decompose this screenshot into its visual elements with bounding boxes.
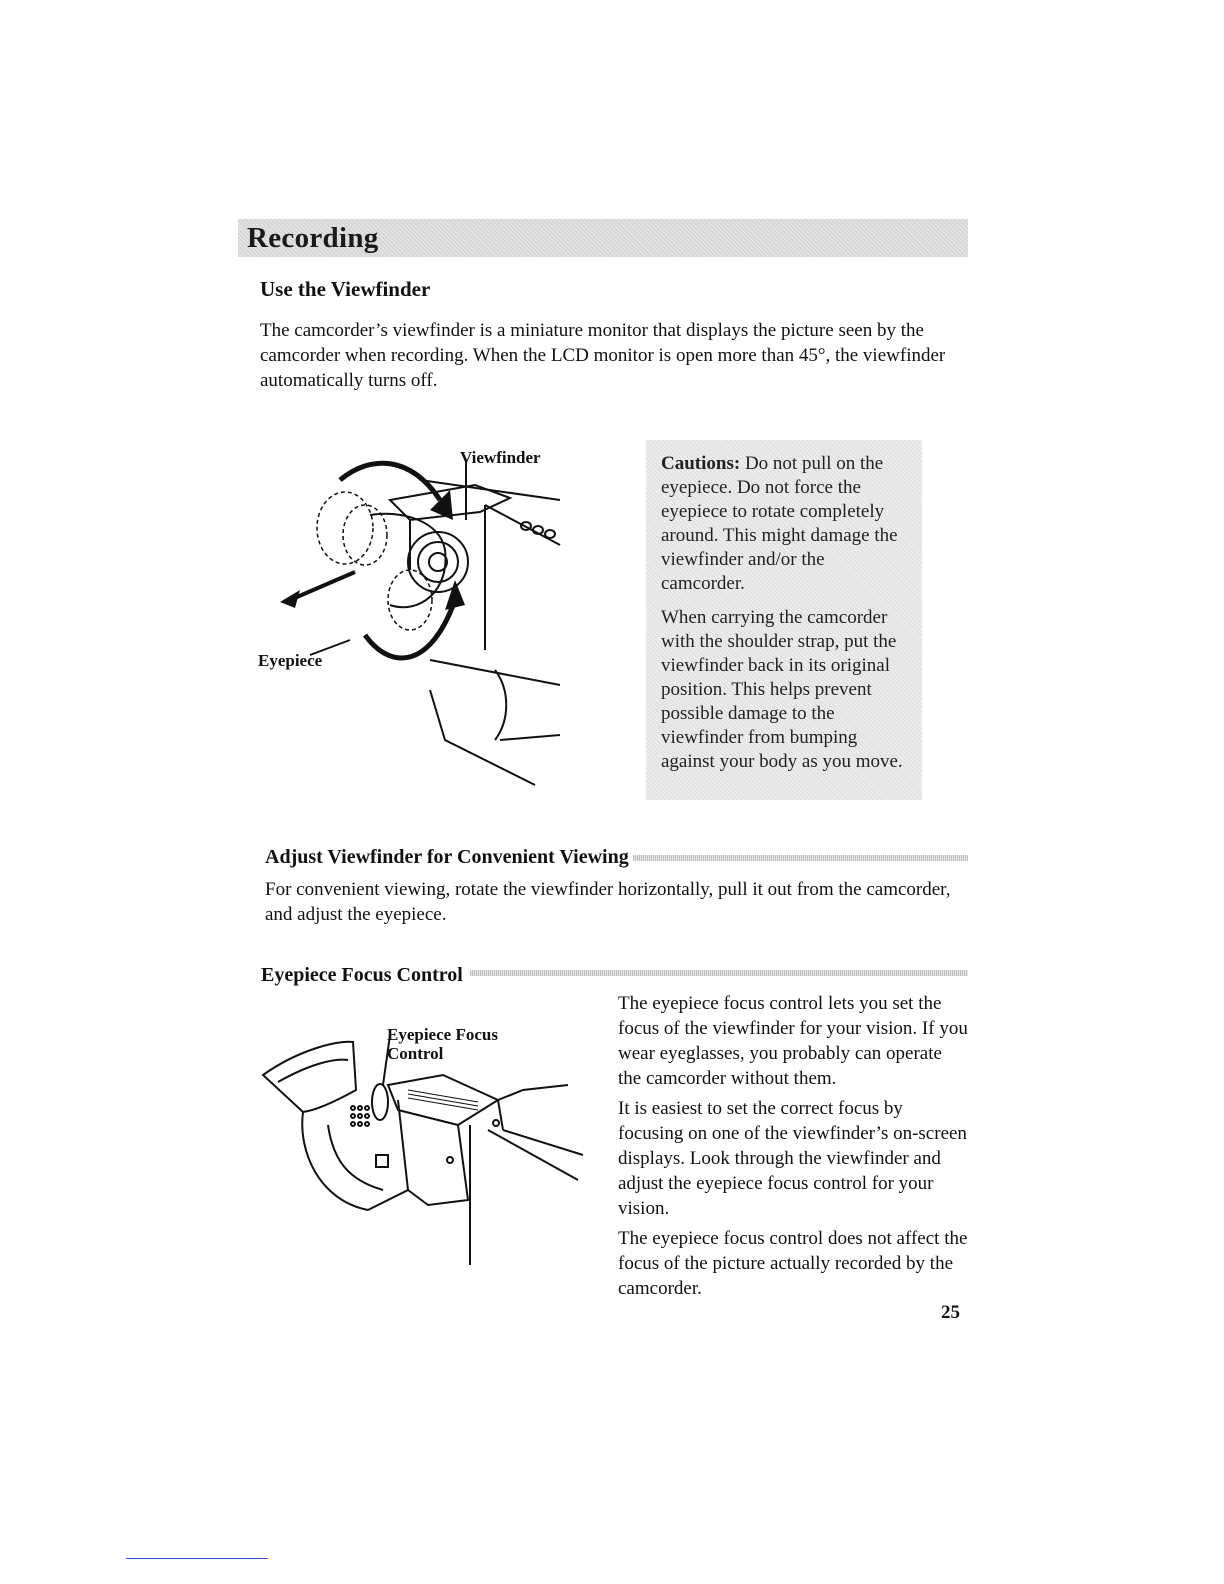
cautions-text-1: Do not pull on the eyepiece. Do not force the eyepiece to rotate completely around. This might damage the viewfinder and/or the camcorder. xyxy=(661,453,898,594)
section-title: Recording xyxy=(247,222,379,254)
use-viewfinder-heading: Use the Viewfinder xyxy=(260,277,431,301)
viewfinder-illustration xyxy=(270,440,580,790)
focus-paragraph-2: It is easiest to set the correct focus by focusing on one of the viewfinder’s on-screen displays. Look through the viewfinder and adjust the eyepiece focus control for your vision. xyxy=(618,1098,967,1219)
adjust-body: For convenient viewing, rotate the viewfinder horizontally, pull it out from the camcorder, and adjust the eyepiece. xyxy=(265,879,951,925)
focus-heading: Eyepiece Focus Control xyxy=(261,964,463,986)
adjust-heading-rule xyxy=(633,855,968,861)
label-eyepiece: Eyepiece xyxy=(258,651,323,670)
page-number: 25 xyxy=(941,1302,960,1323)
adjust-heading: Adjust Viewfinder for Convenient Viewing xyxy=(265,846,629,868)
use-viewfinder-body: The camcorder’s viewfinder is a miniature monitor that displays the picture seen by the camcorder when recording. When the LCD monitor is open more than 45°, the viewfinder automatically turns off. xyxy=(260,320,946,391)
focus-paragraph-1: The eyepiece focus control lets you set the focus of the viewfinder for your vision. If you wear eyeglasses, you probably can operate the camcorder without them. xyxy=(618,993,968,1089)
cautions-label: Cautions: xyxy=(661,453,741,474)
cautions-box xyxy=(646,440,922,800)
cautions-paragraph-1 xyxy=(661,452,912,596)
label-viewfinder: Viewfinder xyxy=(460,448,541,467)
eyepiece-focus-illustration xyxy=(258,1030,588,1270)
focus-heading-rule xyxy=(470,970,968,976)
focus-text-column xyxy=(618,991,968,1306)
footer-line xyxy=(126,1558,268,1559)
cautions-text-2: When carrying the camcorder with the shoulder strap, put the viewfinder back in its original position. This helps prevent possible damage to the viewfinder from bumping against your body as you move. xyxy=(661,607,903,772)
label-focus-line2: Control xyxy=(387,1044,444,1063)
focus-paragraph-3: The eyepiece focus control does not affect the focus of the picture actually recorded by the camcorder. xyxy=(618,1228,968,1299)
label-focus-line1: Eyepiece Focus xyxy=(387,1025,498,1044)
